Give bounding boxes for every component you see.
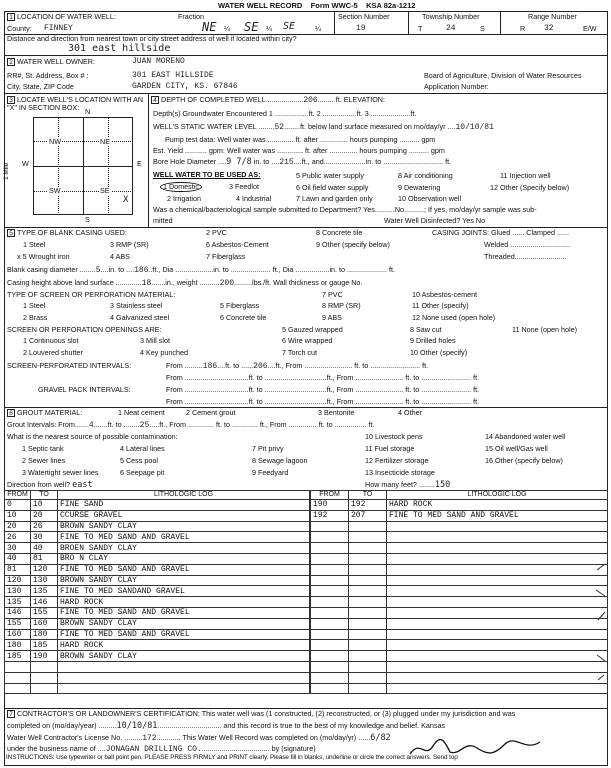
log-to: 30 xyxy=(31,532,58,543)
perf-label: SCREEN-PERFORATED INTERVALS: xyxy=(7,361,132,370)
log-to xyxy=(349,597,387,608)
log-from: 26 xyxy=(5,532,31,543)
log-description xyxy=(387,543,608,554)
log-description xyxy=(387,640,608,651)
section-value: 19 xyxy=(356,24,366,33)
groundwater-row: Depth(s) Groundwater Encountered 1 .................ft. 2 .................ft. 3 ....................ft. xyxy=(153,109,417,118)
cert-line-2: completed on (mo/day/year) .........10/10/81................................ and this record is true to the best of my knowledge and belief. Kansas xyxy=(7,721,446,731)
grout-intervals: Grout Intervals: From.......4.......ft. to ........25.....ft., From ............. ft. to ............. ft., From .............. ft. to ................ ft. xyxy=(7,420,375,430)
log-from: 20 xyxy=(5,521,31,532)
use-7[interactable]: 7 Lawn and garden only xyxy=(296,194,373,203)
log-to xyxy=(349,586,387,597)
log-to xyxy=(31,662,58,673)
location-x-mark: X xyxy=(123,195,129,205)
city-label: City, State, ZIP Code xyxy=(7,82,74,91)
contam-1[interactable]: 1 Septic tank xyxy=(22,444,64,453)
log-row xyxy=(5,532,310,543)
log-row xyxy=(5,629,310,640)
instructions: INSTRUCTIONS: Use typewriter or ball point pen. PLEASE PRESS FIRMLY and PRINT clearly. Please fill in blanks, underline or circle the correct answers. Send top xyxy=(6,754,458,761)
log-from xyxy=(311,683,349,694)
use-8[interactable]: 8 Air conditioning xyxy=(398,171,453,180)
open-9[interactable]: 9 Drilled holes xyxy=(410,336,456,345)
grout-3[interactable]: 3 Bentonite xyxy=(318,408,355,417)
casing-8[interactable]: 8 Concrete tile xyxy=(316,228,363,237)
county-value: FINNEY xyxy=(44,24,73,33)
log-from xyxy=(311,662,349,673)
log-row xyxy=(311,640,608,651)
log-to xyxy=(349,554,387,565)
fraction-2: SE xyxy=(244,20,259,34)
open-2[interactable]: 2 Louvered shutter xyxy=(23,348,83,357)
log-from xyxy=(5,672,31,683)
log-row xyxy=(5,575,310,586)
contam-16[interactable]: 16 Other (specify below) xyxy=(485,456,563,465)
use-3[interactable]: 3 Feedlot xyxy=(229,182,259,191)
log-from xyxy=(311,618,349,629)
contam-12[interactable]: 12 Fertilizer storage xyxy=(365,456,429,465)
log-to: 160 xyxy=(31,618,58,629)
log-to xyxy=(349,575,387,586)
log-description xyxy=(387,662,608,673)
log-from xyxy=(311,672,349,683)
log-header: LITHOLOGIC LOG xyxy=(58,491,310,500)
log-row xyxy=(311,532,608,543)
bore-row: Bore Hole Diameter ....9 7/8 in. to ....215....ft., and.....................in. to .............................. ft. xyxy=(153,157,452,167)
use-12[interactable]: 12 Other (Specify below) xyxy=(490,183,570,192)
quarter-3: ¼ xyxy=(315,24,321,33)
openings-label: SCREEN OR PERFORATION OPENINGS ARE: xyxy=(7,325,162,334)
use-4[interactable]: 4 Industrial xyxy=(236,194,272,203)
log-from xyxy=(311,554,349,565)
perf-row-1: From .........186....ft. to ......206....ft., From ........................ ft. to ......................... ft. xyxy=(166,361,429,371)
log-from: 180 xyxy=(5,640,31,651)
nw-label: NW xyxy=(49,137,61,146)
log-to xyxy=(349,651,387,662)
casing-5[interactable]: 2 PVC xyxy=(206,228,227,237)
ne-label: NE xyxy=(100,137,110,146)
fraction-3: SE xyxy=(283,21,296,32)
contam-7[interactable]: 7 Pit privy xyxy=(252,444,284,453)
log-description xyxy=(387,672,608,683)
log-to: 10 xyxy=(31,500,58,511)
log-from xyxy=(311,629,349,640)
log-description: BRO N CLAY xyxy=(58,554,310,565)
screen-label: TYPE OF SCREEN OR PERFORATION MATERIAL: xyxy=(7,290,176,299)
casing-6[interactable]: 6 Asbestos-Cement xyxy=(206,240,269,249)
disinfected-row: Water Well Disinfected? Yes No xyxy=(384,216,486,225)
contam-4[interactable]: 4 Lateral lines xyxy=(120,444,165,453)
open-7[interactable]: 7 Torch cut xyxy=(282,348,318,357)
log-to xyxy=(349,662,387,673)
casing-4[interactable]: 4 ABS xyxy=(110,252,130,261)
use-2[interactable]: 2 Irrigation xyxy=(167,194,201,203)
log-to: 207 xyxy=(349,510,387,521)
casing-3[interactable]: 3 RMP (SR) xyxy=(110,240,149,249)
log-description xyxy=(387,651,608,662)
gravel-row-2: From ................................ft. to ...............................ft., From ........................ ft. to ......................... ft. xyxy=(166,397,480,406)
open-5[interactable]: 5 Gauzed wrapped xyxy=(282,325,343,334)
log-row xyxy=(5,672,310,683)
fraction-label: Fraction xyxy=(178,12,204,21)
screen-12[interactable]: 12 None used (open hole) xyxy=(412,313,496,322)
screen-11[interactable]: 11 Other (specify) xyxy=(412,301,469,310)
log-description: FINE TO MED SAND AND GRAVEL xyxy=(58,532,310,543)
log-description xyxy=(387,532,608,543)
log-description xyxy=(387,629,608,640)
casing-label: 5 TYPE OF BLANK CASING USED: xyxy=(7,229,127,237)
log-row xyxy=(311,672,608,683)
log-to: 120 xyxy=(31,564,58,575)
log-from: 81 xyxy=(5,564,31,575)
range-value: 32 xyxy=(544,24,554,33)
log-to xyxy=(349,543,387,554)
owner-label: 2 WATER WELL OWNER: xyxy=(7,58,95,66)
log-from: 10 xyxy=(5,510,31,521)
log-row xyxy=(311,651,608,662)
log-description: HARD ROCK xyxy=(58,597,310,608)
street-label: RR#, St. Address, Box # : xyxy=(7,71,89,80)
log-to-header-2: TO xyxy=(349,491,387,500)
street-value: 301 EAST HILLSIDE xyxy=(132,71,214,80)
log-from: 155 xyxy=(5,618,31,629)
s-label: S xyxy=(480,24,485,33)
screen-7[interactable]: 7 PVC xyxy=(322,290,343,299)
board-label: Board of Agriculture, Division of Water Resources xyxy=(424,71,582,80)
use-1[interactable]: 1 Domestic xyxy=(160,182,202,192)
log-to: 155 xyxy=(31,608,58,619)
screen-1[interactable]: 1 Steel xyxy=(23,301,46,310)
log-description: BROWN SANDY CLAY xyxy=(58,575,310,586)
log-row xyxy=(311,608,608,619)
log-from xyxy=(311,651,349,662)
log-row xyxy=(5,608,310,619)
height-row: Casing height above land surface .............18.......in., weight ..........200.........lbs./ft. Wall thickness or gauge No. xyxy=(7,278,363,288)
t-label: T xyxy=(418,24,423,33)
log-row xyxy=(311,597,608,608)
contam-label: What is the nearest source of possible contamination: xyxy=(7,432,178,441)
log-description: BROEN SANDY CLAY xyxy=(58,543,310,554)
log-from: 40 xyxy=(5,554,31,565)
grout-1[interactable]: 1 Neat cement xyxy=(118,408,165,417)
log-to xyxy=(349,672,387,683)
log-to: 81 xyxy=(31,554,58,565)
county-label: County: xyxy=(7,24,32,33)
casing-9[interactable]: 9 Other (specify below) xyxy=(316,240,390,249)
log-row xyxy=(5,640,310,651)
mitted-label: mitted xyxy=(153,216,173,225)
grout-2[interactable]: 2 Cement grout xyxy=(186,408,236,417)
cert-line-3: Water Well Contractor's License No. .........172............ This Water Well Record was completed on (mo/day/yr) ......6/82 xyxy=(7,733,391,743)
use-6[interactable]: 6 Oil field water supply xyxy=(296,183,369,192)
contam-13[interactable]: 13 Insecticide storage xyxy=(365,468,435,477)
log-to: 146 xyxy=(31,597,58,608)
welded-label: Welded .............................. xyxy=(484,240,571,249)
log-from: 192 xyxy=(311,510,349,521)
address-value: 301 east hillside xyxy=(68,43,171,54)
margin-annotation xyxy=(592,560,610,710)
log-description: FINE SAND xyxy=(58,500,310,511)
casing-1[interactable]: 1 Steel xyxy=(23,240,46,249)
log-description: FINE TO MED SAND AND GRAVEL xyxy=(58,564,310,575)
threaded-label: Threaded.......................... xyxy=(484,252,567,261)
contam-9[interactable]: 9 Feedyard xyxy=(252,468,289,477)
open-6[interactable]: 6 Wire wrapped xyxy=(282,336,333,345)
log-description: BROWN SANDY CLAY xyxy=(58,521,310,532)
log-to: 185 xyxy=(31,640,58,651)
yield-row: Est. Yield ........... gpm: Well water was ............. ft. after .............. hours pumping .......... gpm xyxy=(153,146,445,155)
log-from: 146 xyxy=(5,608,31,619)
township-label: Township Number xyxy=(422,12,480,21)
gravel-row-1: From ................................ft. to ...............................ft., From ........................ ft. to ......................... ft. xyxy=(166,385,480,394)
depth-row: 4 DEPTH OF COMPLETED WELL ..................206........ ft. ELEVATION: xyxy=(151,96,385,105)
section-box[interactable] xyxy=(15,108,145,225)
log-row xyxy=(311,629,608,640)
mile-label: 1 Mile xyxy=(3,162,10,180)
pump-row: Pump test data: Well water was ............. ft. after .............. hours pumping .......... gpm xyxy=(165,135,436,144)
open-11[interactable]: 11 None (open hole) xyxy=(512,325,577,334)
form-title: WATER WELL RECORD Form WWC-5 KSA 82a-1212 xyxy=(218,1,416,10)
casing-2[interactable]: x 5 Wrought iron xyxy=(17,252,70,261)
log-to: 26 xyxy=(31,521,58,532)
township-value: 24 xyxy=(446,24,456,33)
log-description: HARD ROCK xyxy=(387,500,608,511)
log-from xyxy=(5,683,31,694)
log-description: CCURSE GRAVEL xyxy=(58,510,310,521)
log-description xyxy=(387,554,608,565)
log-row xyxy=(5,564,310,575)
log-to-header: TO xyxy=(31,491,58,500)
sw-label: SW xyxy=(49,186,61,195)
application-label: Application Number: xyxy=(424,82,489,91)
e-label: E xyxy=(137,159,142,168)
fraction-1: NE xyxy=(202,20,217,34)
open-3[interactable]: 3 Mill slot xyxy=(140,336,170,345)
log-description: BROWN SANDY CLAY xyxy=(58,618,310,629)
screen-10[interactable]: 10 Asbestos-cement xyxy=(412,290,478,299)
s-dir-label: S xyxy=(85,215,90,224)
log-from xyxy=(311,543,349,554)
use-9[interactable]: 9 Dewatering xyxy=(398,183,441,192)
casing-joints: CASING JOINTS: Glued ...... Clamped ...... xyxy=(432,228,570,237)
log-description xyxy=(58,683,310,694)
contam-6[interactable]: 6 Seepage pit xyxy=(120,468,165,477)
locate-label: 3 LOCATE WELL'S LOCATION WITH AN "X" IN SECTION BOX: xyxy=(7,95,144,113)
ew-label: E/W xyxy=(583,24,597,33)
grout-4[interactable]: 4 Other xyxy=(398,408,422,417)
how-many-feet: How many feet? ........150 xyxy=(365,480,451,490)
owner-value: JUAN MORENO xyxy=(132,57,185,66)
log-row xyxy=(311,618,608,629)
log-row xyxy=(311,521,608,532)
log-to xyxy=(349,521,387,532)
use-10[interactable]: 10 Observation well xyxy=(398,194,462,203)
n-label: N xyxy=(85,107,91,116)
log-from-header: FROM xyxy=(5,491,31,500)
gravel-label: GRAVEL PACK INTERVALS: xyxy=(38,385,131,394)
log-to xyxy=(31,683,58,694)
open-4[interactable]: 4 Key punched xyxy=(140,348,188,357)
log-description: HARD ROCK xyxy=(58,640,310,651)
contam-3[interactable]: 3 Watertight sewer lines xyxy=(22,468,99,477)
log-row xyxy=(5,586,310,597)
screen-3[interactable]: 3 Stainless steel xyxy=(110,301,163,310)
perf-row-2: From ................................ft. to ...............................ft., From ........................ ft. to ......................... ft. xyxy=(166,373,480,382)
log-to xyxy=(349,629,387,640)
log-row xyxy=(5,683,310,694)
log-row xyxy=(311,500,608,511)
screen-4[interactable]: 4 Galvanized steel xyxy=(110,313,170,322)
log-description xyxy=(387,597,608,608)
city-value: GARDEN CITY, KS. 67846 xyxy=(132,82,238,91)
log-to: 130 xyxy=(31,575,58,586)
log-row xyxy=(5,500,310,511)
log-from: 0 xyxy=(5,500,31,511)
casing-7[interactable]: 7 Fiberglass xyxy=(206,252,246,261)
log-from xyxy=(311,532,349,543)
log-description: FINE TO MED SAND AND GRAVEL xyxy=(387,510,608,521)
log-row xyxy=(5,521,310,532)
quarter-2: ¼ xyxy=(266,24,272,33)
bact-row: Was a chemical/bacteriological sample submitted to Department? Yes..........No..........; If yes, mo/day/yr sample was sub- xyxy=(153,205,537,214)
log-description xyxy=(387,683,608,694)
log-to: 180 xyxy=(31,629,58,640)
r-label: R xyxy=(520,24,526,33)
direction-row: Direction from well? east xyxy=(7,480,93,490)
log-row xyxy=(5,651,310,662)
log-description xyxy=(58,672,310,683)
range-label: Range Number xyxy=(528,12,577,21)
log-from: 120 xyxy=(5,575,31,586)
log-header-2: LITHOLOGIC LOG xyxy=(387,491,608,500)
log-description: FINE TO MED SANDAND GRAVEL xyxy=(58,586,310,597)
section-label: Section Number xyxy=(338,12,390,21)
log-row xyxy=(311,554,608,565)
contam-10[interactable]: 10 Livestock pens xyxy=(365,432,423,441)
log-row xyxy=(5,618,310,629)
log-row xyxy=(311,564,608,575)
open-10[interactable]: 10 Other (specify) xyxy=(410,348,468,357)
grout-label: 6 GROUT MATERIAL: xyxy=(7,409,82,417)
log-from: 30 xyxy=(5,543,31,554)
cert-line-4: under the business name of ....JONAGAN DRILLING CO................................... by (signature) xyxy=(7,744,316,754)
log-to xyxy=(349,564,387,575)
static-level-row: WELL'S STATIC WATER LEVEL ........52........ft. below land surface measured on mo/day/yr ....10/10/81 xyxy=(153,122,494,132)
log-from xyxy=(311,597,349,608)
log-row xyxy=(311,662,608,673)
open-1[interactable]: 1 Continuous slot xyxy=(23,336,79,345)
log-row xyxy=(311,510,608,521)
log-description xyxy=(387,575,608,586)
log-from: 190 xyxy=(311,500,349,511)
open-8[interactable]: 8 Saw cut xyxy=(410,325,442,334)
log-table-right xyxy=(310,490,608,694)
log-to: 40 xyxy=(31,543,58,554)
log-row xyxy=(5,597,310,608)
log-from xyxy=(5,662,31,673)
log-from-header-2: FROM xyxy=(311,491,349,500)
log-description xyxy=(387,586,608,597)
log-description xyxy=(58,662,310,673)
log-from xyxy=(311,640,349,651)
log-to xyxy=(349,532,387,543)
contam-11[interactable]: 11 Fuel storage xyxy=(365,444,415,453)
log-to: 190 xyxy=(31,651,58,662)
log-from xyxy=(311,586,349,597)
quarter-1: ¼ xyxy=(224,24,230,33)
log-to xyxy=(349,608,387,619)
log-description: FINE TO MED SAND AND GRAVEL xyxy=(58,608,310,619)
contam-15[interactable]: 15 Oil well/Gas well xyxy=(485,444,548,453)
log-from: 130 xyxy=(5,586,31,597)
log-row xyxy=(311,543,608,554)
log-to xyxy=(31,672,58,683)
log-from: 160 xyxy=(5,629,31,640)
log-to: 135 xyxy=(31,586,58,597)
contam-2[interactable]: 2 Sewer lines xyxy=(22,456,66,465)
log-to xyxy=(349,618,387,629)
screen-6[interactable]: 6 Concrete tile xyxy=(220,313,267,322)
log-table-left xyxy=(4,490,310,694)
screen-8[interactable]: 8 RMP (SR) xyxy=(322,301,361,310)
contam-14[interactable]: 14 Abandoned water well xyxy=(485,432,566,441)
log-row xyxy=(311,586,608,597)
log-row xyxy=(5,543,310,554)
log-description: FINE TO MED SAND AND GRAVEL xyxy=(58,629,310,640)
contam-8[interactable]: 8 Sewage lagoon xyxy=(252,456,308,465)
use-label: WELL WATER TO BE USED AS: xyxy=(153,170,261,179)
log-from xyxy=(311,521,349,532)
distance-label: Distance and direction from nearest town or city street address of well if located within city? xyxy=(7,34,297,43)
screen-2[interactable]: 2 Brass xyxy=(23,313,48,322)
log-description xyxy=(387,521,608,532)
log-row xyxy=(311,575,608,586)
log-from: 185 xyxy=(5,651,31,662)
log-from xyxy=(311,564,349,575)
log-row xyxy=(311,683,608,694)
log-from xyxy=(311,575,349,586)
log-row xyxy=(5,554,310,565)
s1-label: 1 LOCATION OF WATER WELL: xyxy=(7,13,116,21)
log-to xyxy=(349,640,387,651)
log-description xyxy=(387,608,608,619)
log-description xyxy=(387,564,608,575)
log-from xyxy=(311,608,349,619)
use-5[interactable]: 5 Public water supply xyxy=(296,171,364,180)
screen-9[interactable]: 9 ABS xyxy=(322,313,342,322)
screen-5[interactable]: 5 Fiberglass xyxy=(220,301,260,310)
log-row xyxy=(5,510,310,521)
log-description: BROWN SANDY CLAY xyxy=(58,651,310,662)
contam-5[interactable]: 5 Cess pool xyxy=(120,456,158,465)
se-label: SE xyxy=(100,186,110,195)
use-11[interactable]: 11 Injection well xyxy=(500,171,551,180)
log-to xyxy=(349,683,387,694)
log-description xyxy=(387,618,608,629)
log-to: 20 xyxy=(31,510,58,521)
diameter-row: Blank casing diameter ........5....in. to ....186..ft., Dia ...................in. to .................... ft., Dia .................in. to .................... ft. xyxy=(7,265,395,275)
log-from: 135 xyxy=(5,597,31,608)
log-row xyxy=(5,662,310,673)
w-label: W xyxy=(22,159,29,168)
cert-line-1: 7 CONTRACTOR'S OR LANDOWNER'S CERTIFICATION: This water well was (1 constructed, (2) reconstructed, or (3) plugged under my jurisdiction and was xyxy=(7,710,515,718)
log-to: 192 xyxy=(349,500,387,511)
